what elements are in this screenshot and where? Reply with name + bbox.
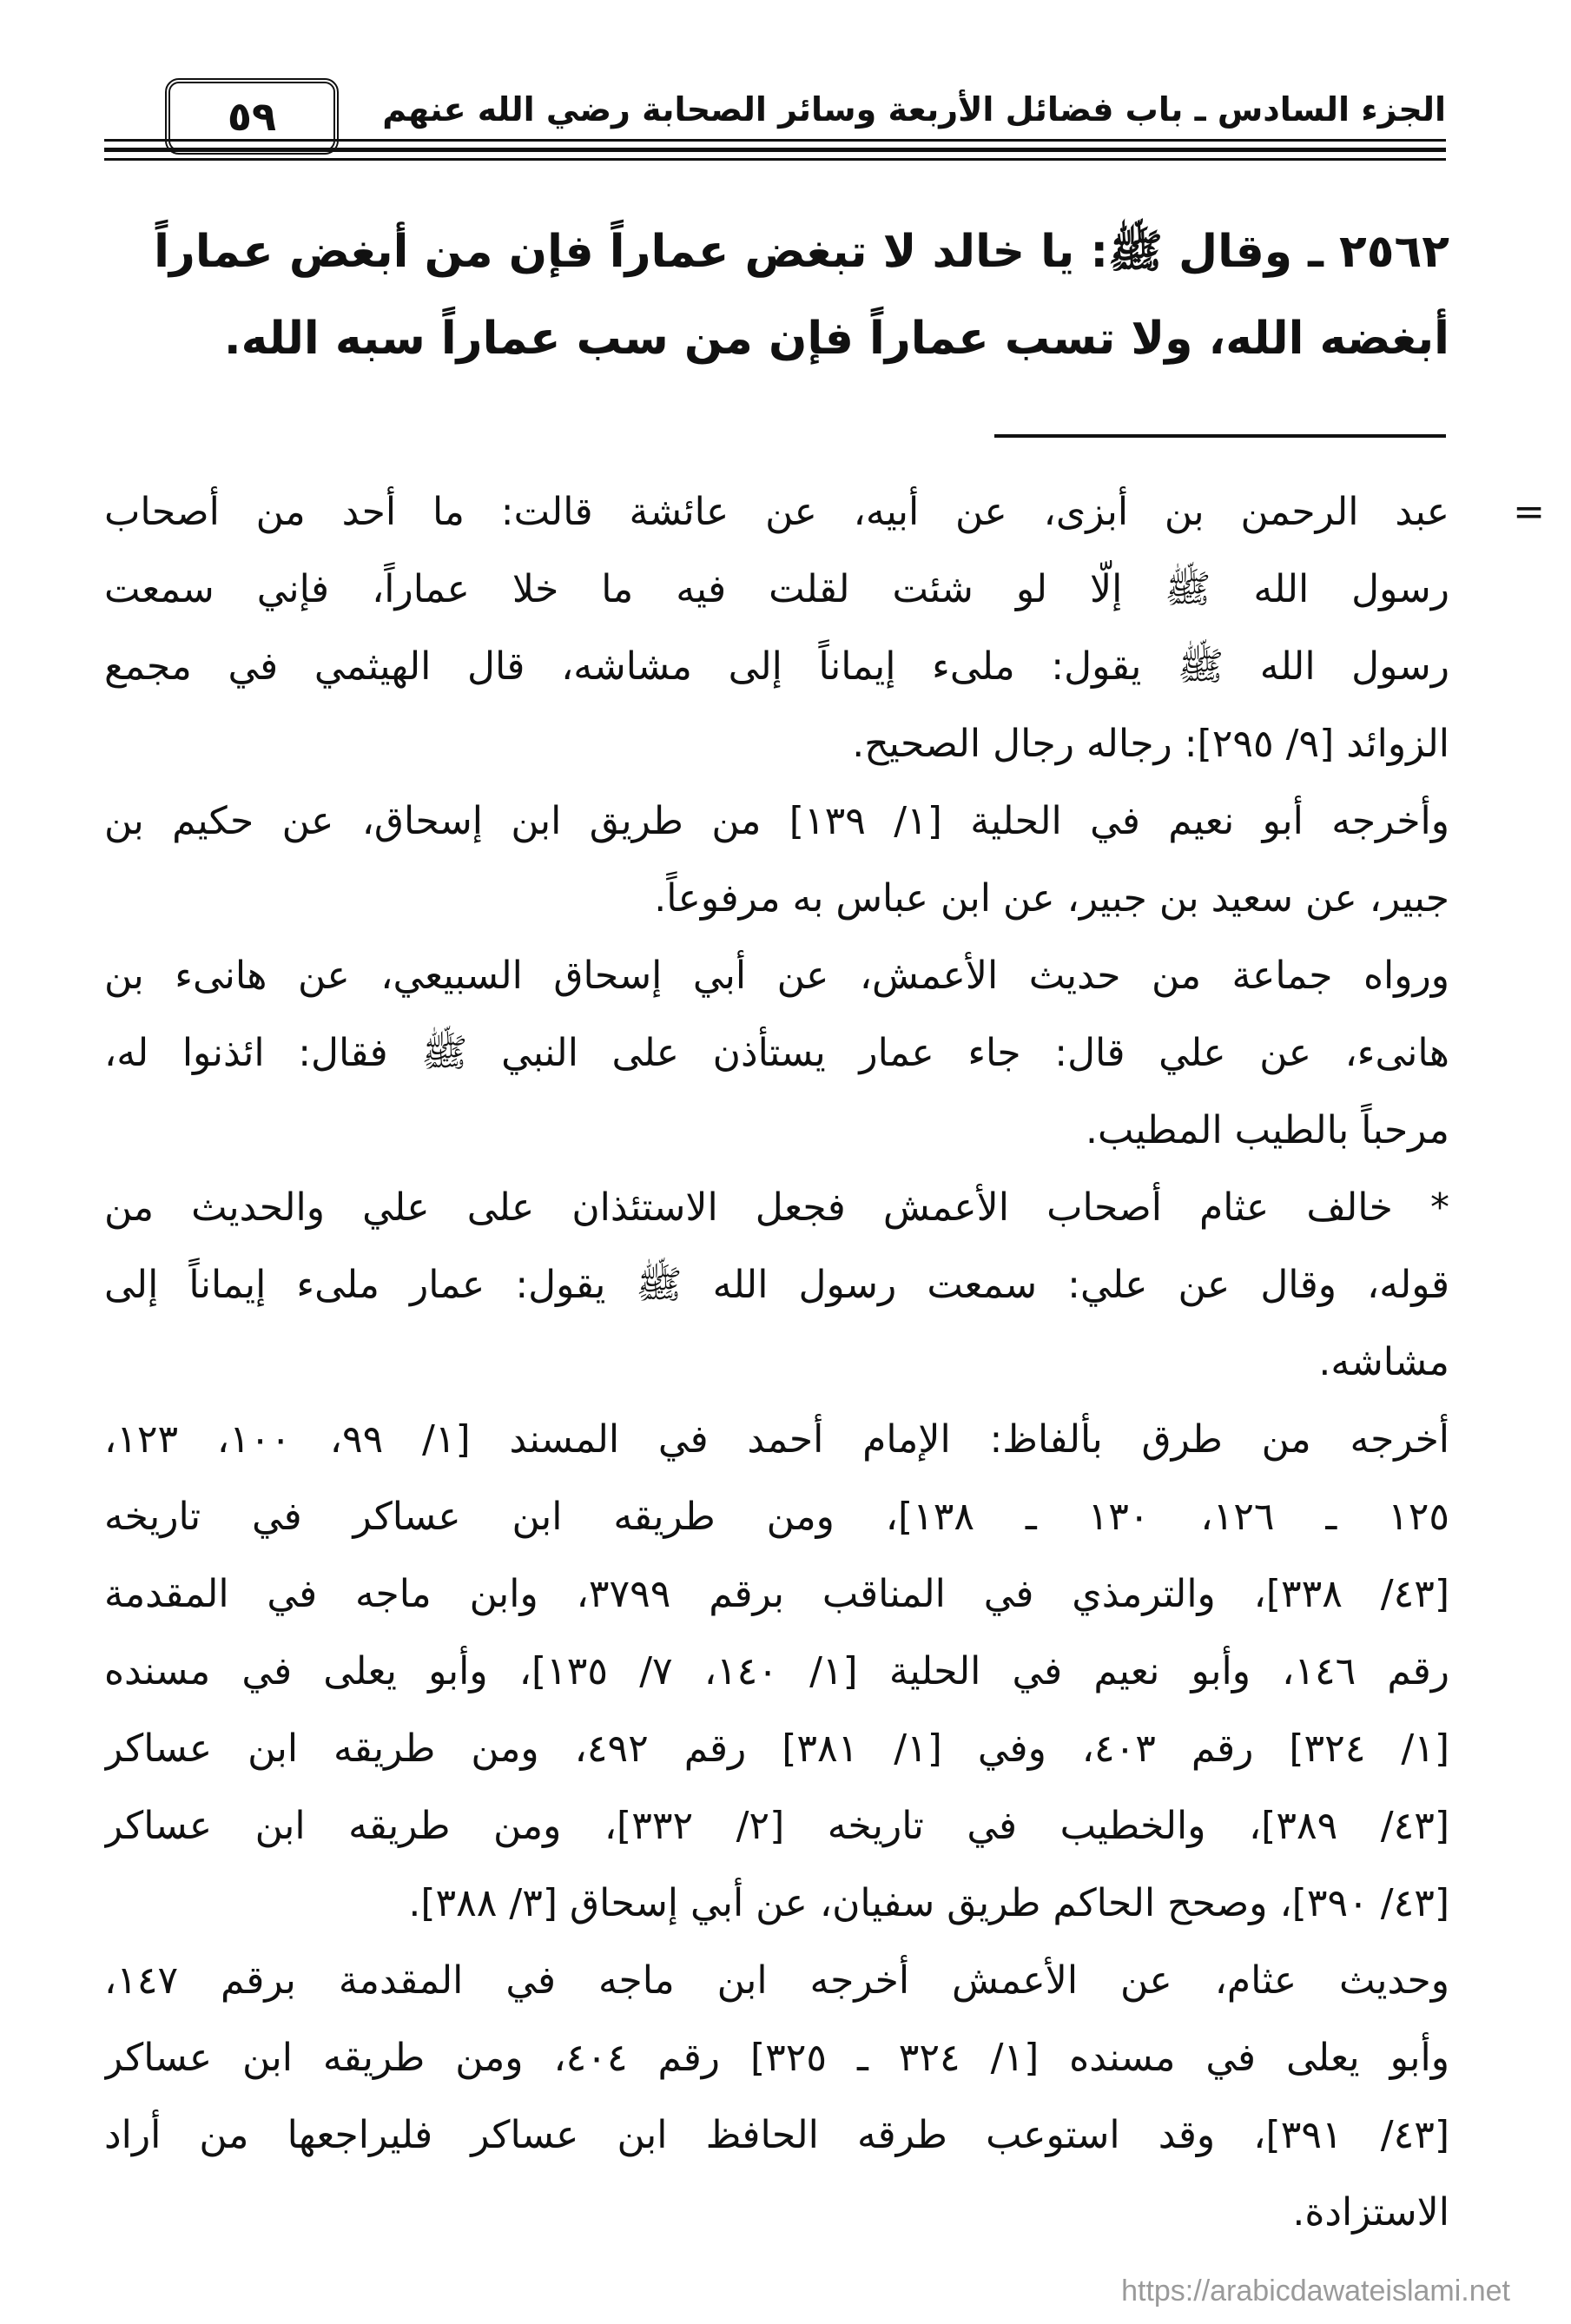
header-rule bbox=[104, 148, 1446, 152]
running-title: الجزء السادس ـ باب فضائل الأربعة وسائر الصحابة رضي الله عنهم bbox=[382, 90, 1446, 129]
hadith-text bbox=[104, 208, 1449, 382]
footnote-line: وأخرجه أبو نعيم في الحلية [١/ ١٣٩] من طريق ابن إسحاق، عن حكيم بن bbox=[104, 799, 1449, 843]
footnote-line: [٤٣/ ٣٨٩]، والخطيب في تاريخه [٢/ ٣٣٢]، ومن طريقه ابن عساكر bbox=[104, 1804, 1449, 1848]
footnote-line: الاستزادة. bbox=[1292, 2190, 1449, 2235]
footnote-line: رسول الله ﷺ إلّا لو شئت لقلت فيه ما خلا عماراً، فإني سمعت bbox=[104, 567, 1449, 611]
footnote-line: هانىء، عن علي قال: جاء عمار يستأذن على النبي ﷺ فقال: ائذنوا له، bbox=[104, 1031, 1449, 1075]
footnote-line: جبير، عن سعيد بن جبير، عن ابن عباس به مرفوعاً. bbox=[654, 876, 1449, 921]
footnote-line: مشاشه. bbox=[1318, 1340, 1449, 1384]
header-rule bbox=[104, 158, 1446, 161]
footnote-line: [٤٣/ ٣٣٨]، والترمذي في المناقب برقم ٣٧٩٩، وابن ماجه في المقدمة bbox=[104, 1572, 1449, 1616]
footnote-line: رسول الله ﷺ يقول: ملىء إيماناً إلى مشاشه، قال الهيثمي في مجمع bbox=[104, 644, 1449, 689]
footnote-line: ١٢٥ ـ ١٢٦، ١٣٠ ـ ١٣٨]، ومن طريقه ابن عساكر في تاريخه bbox=[104, 1495, 1449, 1539]
watermark: https://arabicdawateislami.net bbox=[1121, 2274, 1510, 2307]
footnotes bbox=[104, 473, 1449, 2251]
footnote-line: رقم ١٤٦، وأبو نعيم في الحلية [١/ ١٤٠، ٧/ ١٣٥]، وأبو يعلى في مسنده bbox=[104, 1649, 1449, 1693]
footnote-line: ورواه جماعة من حديث الأعمش، عن أبي إسحاق السبيعي، عن هانىء بن bbox=[104, 954, 1449, 998]
footnote-line: * خالف عثام أصحاب الأعمش فجعل الاستئذان على علي والحديث من bbox=[104, 1185, 1449, 1230]
footnote-line: وأبو يعلى في مسنده [١/ ٣٢٤ ـ ٣٢٥] رقم ٤٠٤، ومن طريقه ابن عساكر bbox=[104, 2036, 1449, 2080]
footnote-line: أخرجه من طرق بألفاظ: الإمام أحمد في المسند [١/ ٩٩، ١٠٠، ١٢٣، bbox=[104, 1417, 1449, 1462]
footnote-line: قوله، وقال عن علي: سمعت رسول الله ﷺ يقول: عمار ملىء إيماناً إلى bbox=[104, 1263, 1449, 1307]
footnote-line: [٤٣/ ٣٩١]، وقد استوعب طرقه الحافظ ابن عساكر فليراجعها من أراد bbox=[104, 2113, 1449, 2157]
footnote-line: الزوائد [٩/ ٢٩٥]: رجاله رجال الصحيح. bbox=[852, 722, 1449, 766]
hadith-line: ٢٥٦٢ ـ وقال ﷺ: يا خالد لا تبغض عماراً فإن من أبغض عماراً bbox=[154, 226, 1449, 278]
footnote-line: [١/ ٣٢٤] رقم ٤٠٣، وفي [١/ ٣٨١] رقم ٤٩٢، ومن طريقه ابن عساكر bbox=[104, 1726, 1449, 1771]
footnote-line: عبد الرحمن بن أبزى، عن أبيه، عن عائشة قالت: ما أحد من أصحاب bbox=[104, 490, 1449, 534]
footnote-line: وحديث عثام، عن الأعمش أخرجه ابن ماجه في المقدمة برقم ١٤٧، bbox=[104, 1958, 1449, 2003]
page-header bbox=[104, 78, 1446, 174]
continuation-mark: = bbox=[1513, 490, 1545, 534]
hadith-line: أبغضه الله، ولا تسب عماراً فإن من سب عماراً سبه الله. bbox=[223, 313, 1449, 365]
footnote-line: مرحباً بالطيب المطيب. bbox=[1086, 1108, 1449, 1152]
header-rule bbox=[104, 139, 1446, 142]
separator-line bbox=[994, 434, 1446, 438]
page-number: ٥٩ bbox=[165, 78, 339, 155]
footnote-line: [٤٣/ ٣٩٠]، وصحح الحاكم طريق سفيان، عن أبي إسحاق [٣/ ٣٨٨]. bbox=[408, 1881, 1449, 1925]
